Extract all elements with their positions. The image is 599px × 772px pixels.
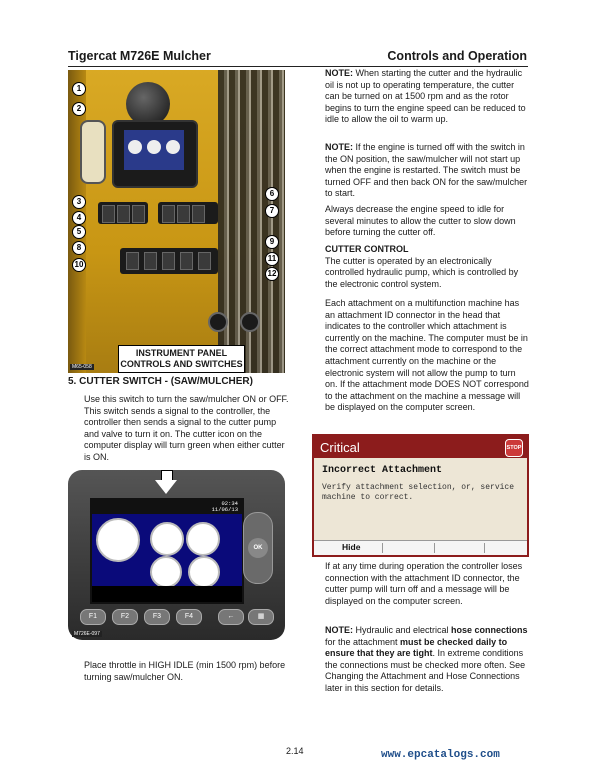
header-section: Controls and Operation [387,49,527,63]
figure-caption [118,345,245,373]
callout-4: 4 [72,211,86,225]
cab-display-monitor [112,120,198,188]
section-paragraph: Use this switch to turn the saw/mulcher ON or OFF. This switch sends a signal to the controller, the controller then sends a signal to the cutter pump and valve to turn it on. The cutter icon on the computer display will turn green when either cutter is ON. [84,394,289,462]
critical-body: Verify attachment selection, or, service machine to correct. [322,483,515,502]
rocker-switch [144,252,157,270]
callout-8: 8 [72,241,86,255]
rocker-switch [132,205,145,223]
figure-id: M726E-097 [74,631,100,637]
critical-title-bar [314,436,527,458]
clock-time: 02:34 [221,500,238,507]
oil-gauge [186,522,220,556]
cutter-control-section [325,244,530,290]
note-text: If the engine is turned off with the switch in the ON position, the saw/mulcher will not start up when the engine is restarted. The switch must be turned OFF and then back ON for the saw/mulcher to start. [325,142,528,199]
softkey-divider [484,543,485,553]
display-icon-bar [92,586,242,602]
control-dial [240,312,260,332]
header-title: Tigercat M726E Mulcher [68,49,211,63]
switch-bank-lower [120,248,218,274]
rocker-switch [162,252,175,270]
navigation-pad [243,512,273,584]
voltage-gauge [188,556,220,588]
critical-message-dialog [312,434,529,557]
note-engine-off [325,142,530,200]
status-bar [92,500,242,514]
cab-gauge [147,140,161,154]
temp-gauge [150,522,184,556]
callout-7: 7 [265,204,279,218]
rocker-switch [126,252,139,270]
f1-key: F1 [80,609,106,625]
menu-key-icon: ▦ [248,609,274,625]
clock-readout [212,501,238,513]
f2-key: F2 [112,609,138,625]
figure-caption-line-1: INSTRUMENT PANEL [135,348,228,358]
paragraph-decrease-speed: Always decrease the engine speed to idle for several minutes to allow the cutter to slow down before turning the cutter off. [325,204,516,238]
callout-1: 1 [72,82,86,96]
note-hose-connections [325,625,530,695]
f3-key: F3 [144,609,170,625]
note-label: NOTE: [325,68,353,78]
rocker-switch [177,205,190,223]
note-text: for the attachment [325,636,401,647]
hide-button: Hide [342,542,361,552]
callout-11: 11 [265,252,279,266]
computer-display-photo [68,470,285,640]
rocker-switch [102,205,115,223]
callout-2: 2 [72,102,86,116]
cutter-control-text: The cutter is operated by an electronically controlled hydraulic pump, which is controlled by the electronic control system. [325,255,519,289]
rocker-switch [117,205,130,223]
header-rule [68,66,528,67]
critical-heading: Incorrect Attachment [322,465,443,476]
note-text: . In extreme conditions the connections must be checked more often. See Changing the Attachment and Hose Connections later in this section for details. [325,648,526,693]
switch-bank-right [158,202,218,224]
control-dial [208,312,228,332]
rocker-switch [180,252,193,270]
rocker-switch [192,205,205,223]
cutter-control-heading: CUTTER CONTROL [325,244,409,254]
softkey-bar [314,540,527,555]
ok-button: OK [248,538,268,558]
rocker-switch [162,205,175,223]
paragraph-lose-connection: If at any time during operation the controller loses connection with the attachment ID connector, the cutter pump will turn off and a message will be displayed on the computer screen. [325,561,523,606]
clock-date: 11/06/13 [211,506,238,513]
note-text: Hydraulic and electrical [353,625,452,635]
f4-key: F4 [176,609,202,625]
display-screen [90,498,244,604]
note-emphasis: must be checked daily to ensure that they are tight [325,636,508,659]
callout-3: 3 [72,195,86,209]
dome-light [80,120,106,184]
rpm-gauge [96,518,140,562]
throttle-instruction: Place throttle in HIGH IDLE (min 1500 rpm) before turning saw/mulcher ON. [84,660,286,682]
cab-gauge [166,140,180,154]
note-text: When starting the cutter and the hydraulic oil is not up to operating temperature, the cutter can be turned on at 1500 rpm and as the rotor begins to turn the engine speed can be reduced to idle to allow the oil to warm up. [325,68,526,125]
callout-6: 6 [265,187,279,201]
note-cold-start [325,68,530,126]
cab-display-screen [124,130,184,170]
rocker-switch [198,252,211,270]
back-key-icon: ← [218,609,244,625]
softkey-divider [382,543,383,553]
section-heading: 5. CUTTER SWITCH - (SAW/MULCHER) [68,376,253,387]
note-label: NOTE: [325,625,353,635]
figure-caption-line-2: CONTROLS AND SWITCHES [120,359,243,369]
paragraph-attachment-id: Each attachment on a multifunction machine has an attachment ID connector in the head that indicates to the controller which attachment is currently on the machine. The computer must be in the correct attachment mode to correspond to the attachment currently on the machine or the electronic system will not allow the pump to turn on. If the attachment mode DOES NOT correspond to the attachment on the machine a message will be displayed on the computer screen. [325,298,529,413]
watermark: www.epcatalogs.com [381,749,500,761]
figure-id: M65-058 [72,364,92,370]
fuel-gauge [150,556,182,588]
instrument-panel-photo [68,70,285,373]
note-label: NOTE: [325,142,353,152]
callout-12: 12 [265,267,279,281]
callout-9: 9 [265,235,279,249]
pointer-arrow-icon [155,480,177,494]
switch-bank-left [98,202,148,224]
callout-10: 10 [72,258,86,272]
softkey-divider [434,543,435,553]
page-number: 2.14 [286,746,304,756]
stop-icon: STOP [505,439,523,457]
critical-title: Critical [320,440,360,455]
callout-5: 5 [72,225,86,239]
cab-gauge [128,140,142,154]
note-emphasis: hose connections [451,625,528,635]
